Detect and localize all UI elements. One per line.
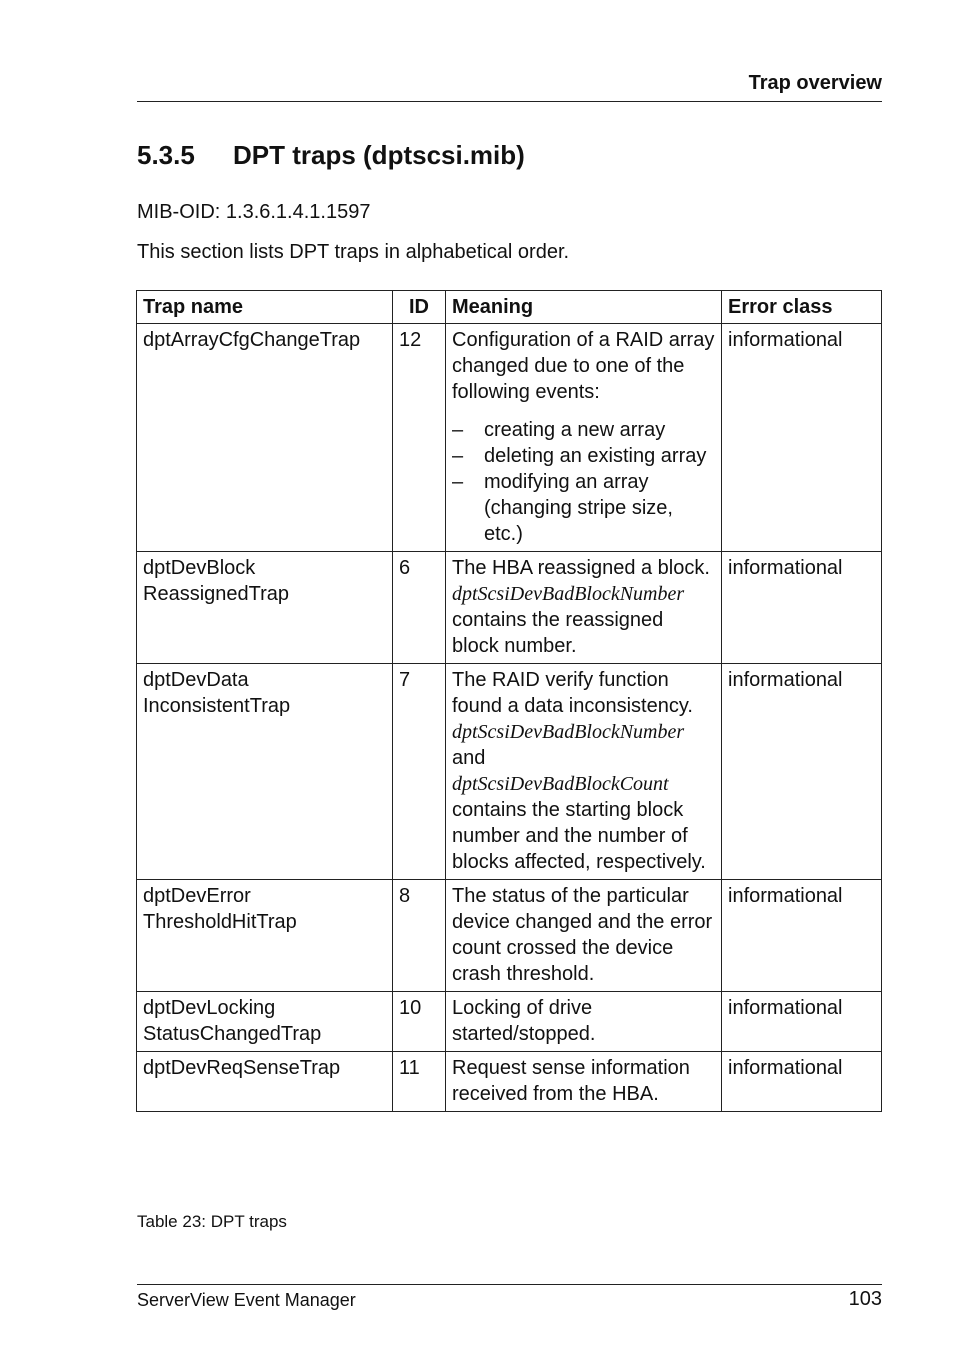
trap-name-line: StatusChangedTrap: [143, 1023, 322, 1045]
cell-trap-name: [137, 552, 393, 664]
table-row: [137, 880, 882, 992]
mib-variable-name: dptScsiDevBadBlockCount: [452, 773, 669, 795]
table-row: [137, 552, 882, 664]
cell-trap-name: [137, 324, 393, 552]
mib-oid: MIB-OID: 1.3.6.1.4.1.1597: [137, 201, 371, 223]
meaning-text: Request sense information received from the HBA.: [452, 1057, 690, 1105]
meaning-text: The RAID verify function found a data inconsistency.: [452, 669, 693, 717]
cell-meaning: [446, 1052, 722, 1112]
page-number: 103: [848, 1288, 882, 1310]
event-list-item: [452, 417, 715, 443]
trap-name-line: InconsistentTrap: [143, 695, 291, 717]
table-row: [137, 1052, 882, 1112]
header-rule: [137, 101, 882, 102]
trap-name-line: ThresholdHitTrap: [143, 911, 297, 933]
meaning-text: The status of the particular device changed and the error count crossed the device crash threshold.: [452, 885, 713, 985]
table-row: [137, 324, 882, 552]
cell-meaning: [446, 992, 722, 1052]
header-error-class: Error class: [722, 291, 882, 324]
header-meaning: Meaning: [446, 291, 722, 324]
dash-bullet: –: [452, 419, 464, 441]
cell-trap-name: [137, 1052, 393, 1112]
cell-error-class: informational: [722, 552, 882, 664]
cell-id: 7: [393, 664, 446, 880]
footer-rule: [137, 1284, 882, 1285]
table-caption: Table 23: DPT traps: [137, 1212, 287, 1231]
header-trap-name: Trap name: [137, 291, 393, 324]
trap-name-line: dptDevLocking: [143, 997, 276, 1019]
event-list: [452, 417, 715, 547]
event-list-item: [452, 469, 715, 547]
dpt-traps-table: [136, 290, 882, 1112]
section-number: 5.3.5: [137, 140, 195, 170]
table-body: [137, 324, 882, 1112]
trap-name-line: dptArrayCfgChangeTrap: [143, 329, 361, 351]
cell-trap-name: [137, 664, 393, 880]
trap-name-line: ReassignedTrap: [143, 583, 290, 605]
table-header-row: [137, 291, 882, 324]
cell-id: 8: [393, 880, 446, 992]
cell-error-class: informational: [722, 880, 882, 992]
trap-name-line: dptDevData: [143, 669, 249, 691]
event-text: modifying an array (changing stripe size, etc.): [484, 471, 673, 545]
event-text: deleting an existing array: [484, 445, 707, 467]
event-list-item: [452, 443, 715, 469]
table-row: [137, 992, 882, 1052]
section-heading: [137, 140, 525, 171]
trap-name-line: dptDevError: [143, 885, 251, 907]
cell-trap-name: [137, 992, 393, 1052]
cell-trap-name: [137, 880, 393, 992]
cell-error-class: informational: [722, 324, 882, 552]
meaning-text: Configuration of a RAID array changed due to one of the following events:: [452, 329, 715, 403]
cell-error-class: informational: [722, 664, 882, 880]
meaning-text: Locking of drive started/stopped.: [452, 997, 596, 1045]
table-row: [137, 664, 882, 880]
event-text: creating a new array: [484, 419, 666, 441]
trap-name-line: dptDevBlock: [143, 557, 256, 579]
section-title: DPT traps (dptscsi.mib): [233, 140, 525, 170]
header-id: ID: [393, 291, 446, 324]
meaning-text: contains the starting block number and the number of blocks affected, respectively.: [452, 799, 706, 873]
running-header: Trap overview: [748, 72, 882, 94]
cell-id: 11: [393, 1052, 446, 1112]
cell-meaning: [446, 552, 722, 664]
cell-meaning: [446, 664, 722, 880]
cell-id: 6: [393, 552, 446, 664]
cell-meaning: [446, 324, 722, 552]
meaning-text: contains the reassigned block number.: [452, 609, 664, 657]
cell-id: 10: [393, 992, 446, 1052]
cell-error-class: informational: [722, 1052, 882, 1112]
cell-error-class: informational: [722, 992, 882, 1052]
cell-id: 12: [393, 324, 446, 552]
mib-variable-name: dptScsiDevBadBlockNumber: [452, 583, 685, 605]
dash-bullet: –: [452, 471, 464, 493]
meaning-text: The HBA reassigned a block.: [452, 557, 710, 579]
trap-name-line: dptDevReqSenseTrap: [143, 1057, 341, 1079]
intro-paragraph: This section lists DPT traps in alphabetical order.: [137, 241, 570, 263]
cell-meaning: [446, 880, 722, 992]
meaning-text: and: [452, 747, 486, 769]
footer-title: ServerView Event Manager: [137, 1290, 356, 1310]
dash-bullet: –: [452, 445, 464, 467]
mib-variable-name: dptScsiDevBadBlockNumber: [452, 721, 685, 743]
